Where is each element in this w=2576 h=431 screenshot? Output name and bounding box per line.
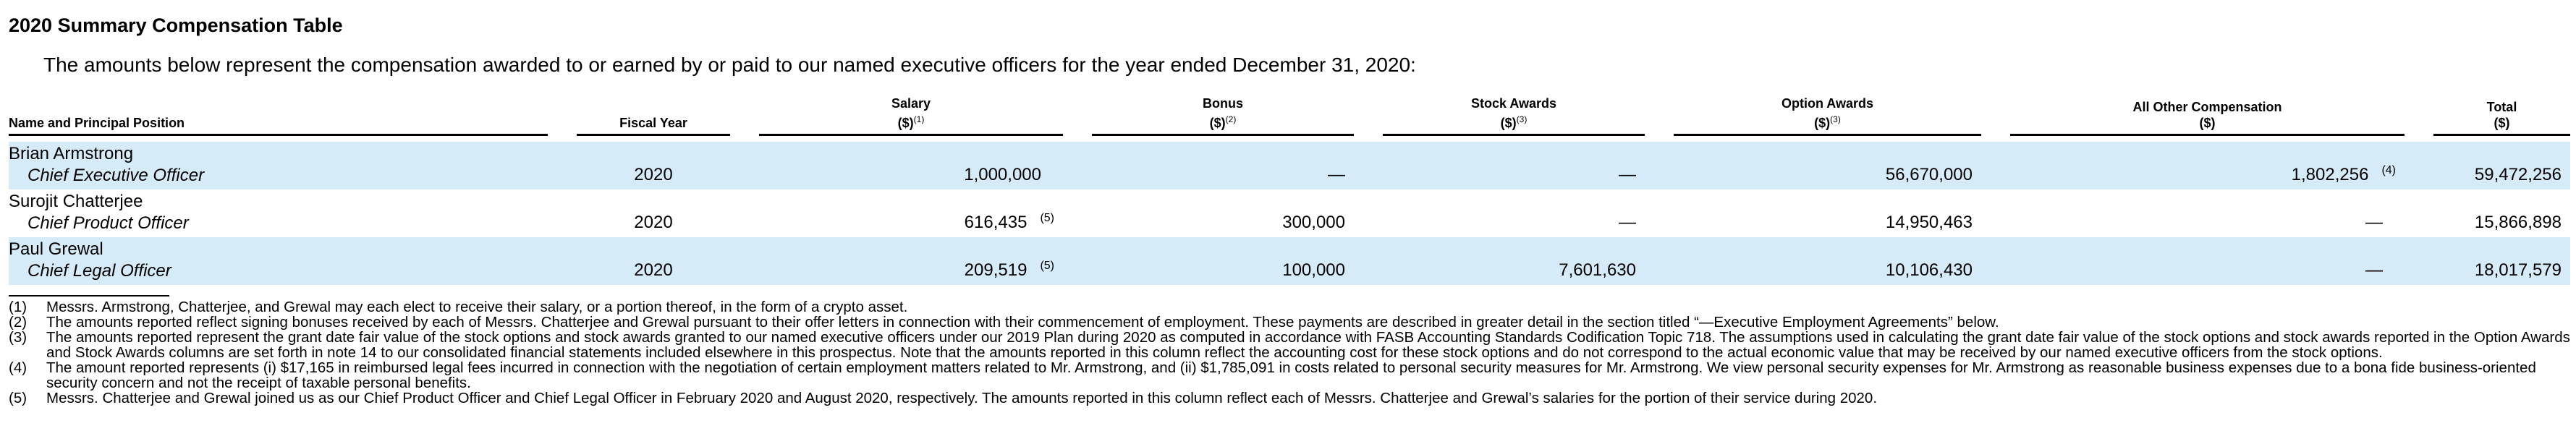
header-other-compensation: All Other Compensation ($) [2010,95,2405,135]
executive-title: Chief Product Officer [27,213,189,233]
executive-name: Brian Armstrong [9,144,134,163]
footnote-divider [9,295,169,296]
header-total: Total ($) [2433,95,2570,135]
footnote-ref: (3) [1516,114,1528,124]
executive-name: Surojit Chatterjee [9,192,143,211]
page-title: 2020 Summary Compensation Table [9,14,343,36]
other-compensation-cell: 1,802,256 $^{(4)}$ [2010,142,2405,189]
footnote-text: The amount reported represents (i) $17,165 in reimbursed legal fees incurred in connection with the negotiation of certain employment matters related to Mr. Armstrong, and (ii) $1,785,091 in costs related to personal security measures for Mr. Armstrong. We view personal security expenses for Mr. Armstrong as reasonable business expenses due to a bona fide business-oriented security concern and not the receipt of taxable personal benefits. [46,359,2536,391]
table-row [9,237,2570,285]
executive-title: Chief Legal Officer [27,261,171,281]
name-position-cell [9,189,548,237]
name-position-cell [9,142,548,189]
salary-cell: 1,000,000 [759,142,1063,189]
footnote [9,299,2570,315]
executive-name: Paul Grewal [9,239,103,259]
footnote [9,360,2570,391]
footnote [9,391,2570,406]
footnote-number: (2) [9,314,27,330]
option-awards-cell: 14,950,463 [1885,213,1973,232]
stock-awards-cell: — [1383,142,1645,189]
name-position-cell [9,237,548,285]
footnotes [9,299,2570,406]
other-compensation-cell: — [2365,213,2383,232]
footnote-ref: (3) [1830,114,1841,124]
header-stock-awards: Stock Awards ($)$^{(3)}$ [1383,95,1645,135]
header-fiscal-year: Fiscal Year [577,95,730,135]
bonus-cell: 100,000 [1092,237,1354,285]
footnote-text: The amounts reported represent the grant date fair value of the stock options and stock awards granted to our named executive officers under our 2019 Plan during 2020 as computed in accordance with FASB Accounting Standards Codification Topic 718. The assumptions used in calculating the grant date fair value of the stock options and stock awards reported in the Option Awards and Stock Awards columns are set forth in note 14 to our consolidated financial statements included elsewhere in this prospectus. Note that the amounts reported in this column reflect the accounting cost for these stock options and do not correspond to the actual economic value that may be received by our named executive officers from the stock options. [46,329,2570,361]
header-bonus: Bonus ($)$^{(2)}$ [1092,95,1354,135]
salary-cell: 209,519 $^{(5)}$ [759,237,1063,285]
footnote-text: The amounts reported reflect signing bonuses received by each of Messrs. Chatterjee and Grewal pursuant to their offer letters in connection with their commencement of employment. These payments are described in greater detail in the section titled “—Executive Employment Agreements” below. [46,314,1999,330]
table-row [9,142,2570,189]
header-name-position: Name and Principal Position [9,95,548,135]
header-salary: Salary ($)$^{(1)}$ [759,95,1063,135]
intro-paragraph: The amounts below represent the compensation awarded to or earned by or paid to our named executive officers for the year ended December 31, 2020: [43,54,1416,76]
salary-cell: 616,435 $^{(5)}$ [964,212,1054,232]
other-compensation-cell: — [2010,237,2405,285]
bonus-cell: — [1092,142,1354,189]
footnote-text: Messrs. Chatterjee and Grewal joined us as our Chief Product Officer and Chief Legal Officer in February 2020 and August 2020, respectively. The amounts reported in this column reflect each of Messrs. Chatterjee and Grewal’s salaries for the portion of their service during 2020. [46,390,1878,406]
table-row [9,189,2570,237]
footnote-number: (4) [9,359,27,376]
header-option-awards: Option Awards ($)$^{(3)}$ [1674,95,1981,135]
fiscal-year-cell: 2020 [577,142,730,189]
executive-title: Chief Executive Officer [27,166,205,185]
footnote-ref: (2) [1225,114,1237,124]
footnote [9,330,2570,360]
footnote-number: (1) [9,299,27,315]
footnote-number: (3) [9,329,27,346]
total-cell: 18,017,579 [2433,237,2570,285]
table-header-row [9,95,2570,135]
stock-awards-cell: — [1619,213,1636,232]
total-cell: 15,866,898 [2474,213,2562,232]
fiscal-year-cell: 2020 [634,213,673,232]
option-awards-cell: 10,106,430 [1674,237,1981,285]
footnote-number: (5) [9,390,27,406]
option-awards-cell: 56,670,000 [1674,142,1981,189]
compensation-table [9,95,2570,285]
footnote [9,315,2570,330]
fiscal-year-cell: 2020 [577,237,730,285]
footnote-text: Messrs. Armstrong, Chatterjee, and Grewal may each elect to receive their salary, or a portion thereof, in the form of a crypto asset. [46,299,908,315]
stock-awards-cell: 7,601,630 [1383,237,1645,285]
footnote-ref: (1) [913,114,925,124]
bonus-cell: 300,000 [1282,213,1345,232]
total-cell: 59,472,256 [2433,142,2570,189]
